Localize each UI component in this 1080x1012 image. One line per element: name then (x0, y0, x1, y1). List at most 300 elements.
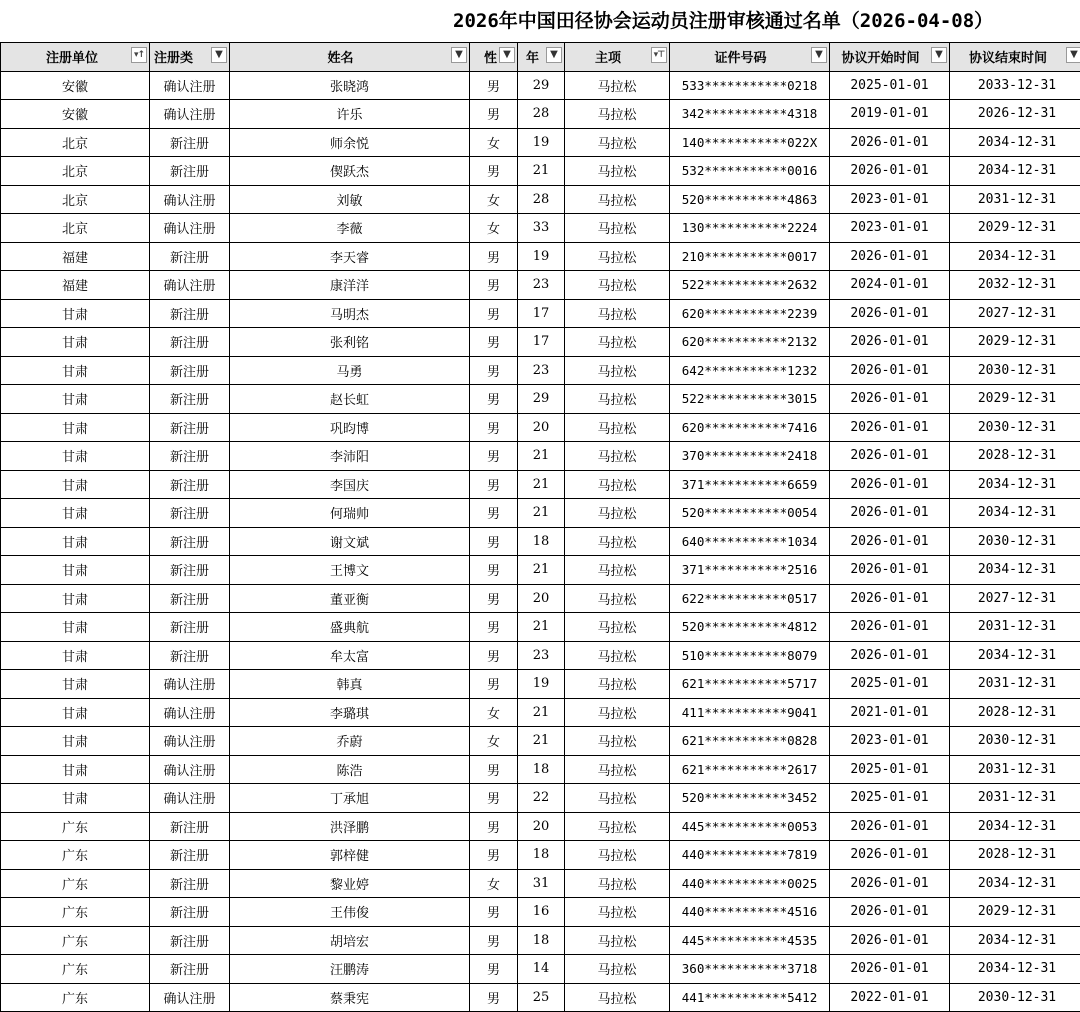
cell-reg-type[interactable]: 新注册 (150, 841, 230, 870)
cell-gender[interactable]: 女 (470, 128, 518, 157)
cell-reg-type[interactable]: 新注册 (150, 299, 230, 328)
cell-unit[interactable]: 广东 (1, 955, 150, 984)
cell-end-date[interactable]: 2034-12-31 (950, 926, 1080, 955)
cell-unit[interactable]: 广东 (1, 983, 150, 1012)
cell-start-date[interactable]: 2024-01-01 (830, 271, 950, 300)
cell-age[interactable]: 28 (518, 100, 565, 129)
cell-reg-type[interactable]: 新注册 (150, 442, 230, 471)
cell-start-date[interactable]: 2026-01-01 (830, 328, 950, 357)
cell-gender[interactable]: 男 (470, 100, 518, 129)
cell-reg-type[interactable]: 确认注册 (150, 727, 230, 756)
cell-reg-type[interactable]: 新注册 (150, 328, 230, 357)
cell-reg-type[interactable]: 新注册 (150, 556, 230, 585)
cell-end-date[interactable]: 2028-12-31 (950, 442, 1080, 471)
table-row[interactable] (1, 413, 1080, 442)
filter-dropdown-icon[interactable]: ▾↑ (131, 47, 147, 63)
cell-event[interactable]: 马拉松 (565, 214, 670, 243)
cell-gender[interactable]: 男 (470, 898, 518, 927)
cell-reg-type[interactable]: 新注册 (150, 613, 230, 642)
table-row[interactable] (1, 128, 1080, 157)
cell-unit[interactable]: 甘肃 (1, 641, 150, 670)
cell-start-date[interactable]: 2026-01-01 (830, 898, 950, 927)
cell-unit[interactable]: 广东 (1, 898, 150, 927)
cell-reg-type[interactable]: 确认注册 (150, 784, 230, 813)
cell-gender[interactable]: 男 (470, 442, 518, 471)
cell-reg-type[interactable]: 新注册 (150, 128, 230, 157)
cell-id-number[interactable]: 520***********4863 (670, 185, 830, 214)
cell-start-date[interactable]: 2023-01-01 (830, 185, 950, 214)
cell-event[interactable]: 马拉松 (565, 812, 670, 841)
cell-end-date[interactable]: 2034-12-31 (950, 128, 1080, 157)
table-row[interactable] (1, 157, 1080, 186)
cell-unit[interactable]: 甘肃 (1, 328, 150, 357)
cell-age[interactable]: 21 (518, 442, 565, 471)
cell-name[interactable]: 汪鹏涛 (230, 955, 470, 984)
cell-event[interactable]: 马拉松 (565, 641, 670, 670)
cell-gender[interactable]: 男 (470, 926, 518, 955)
cell-age[interactable]: 20 (518, 413, 565, 442)
cell-id-number[interactable]: 642***********1232 (670, 356, 830, 385)
cell-unit[interactable]: 北京 (1, 157, 150, 186)
cell-unit[interactable]: 甘肃 (1, 442, 150, 471)
cell-end-date[interactable]: 2026-12-31 (950, 100, 1080, 129)
table-row[interactable] (1, 556, 1080, 585)
cell-id-number[interactable]: 441***********5412 (670, 983, 830, 1012)
cell-end-date[interactable]: 2034-12-31 (950, 641, 1080, 670)
cell-age[interactable]: 21 (518, 698, 565, 727)
cell-end-date[interactable]: 2034-12-31 (950, 499, 1080, 528)
cell-end-date[interactable]: 2031-12-31 (950, 755, 1080, 784)
column-header-2[interactable] (230, 43, 470, 72)
cell-name[interactable]: 师余悦 (230, 128, 470, 157)
cell-event[interactable]: 马拉松 (565, 100, 670, 129)
cell-unit[interactable]: 甘肃 (1, 499, 150, 528)
cell-event[interactable]: 马拉松 (565, 584, 670, 613)
cell-event[interactable]: 马拉松 (565, 527, 670, 556)
cell-id-number[interactable]: 360***********3718 (670, 955, 830, 984)
cell-event[interactable]: 马拉松 (565, 271, 670, 300)
cell-gender[interactable]: 女 (470, 727, 518, 756)
cell-end-date[interactable]: 2029-12-31 (950, 328, 1080, 357)
cell-event[interactable]: 马拉松 (565, 299, 670, 328)
table-row[interactable] (1, 271, 1080, 300)
cell-gender[interactable]: 男 (470, 983, 518, 1012)
cell-end-date[interactable]: 2031-12-31 (950, 670, 1080, 699)
cell-id-number[interactable]: 622***********0517 (670, 584, 830, 613)
cell-age[interactable]: 21 (518, 727, 565, 756)
table-row[interactable] (1, 356, 1080, 385)
cell-start-date[interactable]: 2026-01-01 (830, 613, 950, 642)
cell-unit[interactable]: 甘肃 (1, 299, 150, 328)
cell-age[interactable]: 20 (518, 584, 565, 613)
cell-start-date[interactable]: 2026-01-01 (830, 584, 950, 613)
cell-event[interactable]: 马拉松 (565, 698, 670, 727)
cell-id-number[interactable]: 620***********7416 (670, 413, 830, 442)
cell-gender[interactable]: 男 (470, 328, 518, 357)
cell-unit[interactable]: 甘肃 (1, 470, 150, 499)
cell-start-date[interactable]: 2026-01-01 (830, 442, 950, 471)
cell-start-date[interactable]: 2021-01-01 (830, 698, 950, 727)
cell-event[interactable]: 马拉松 (565, 128, 670, 157)
cell-name[interactable]: 马勇 (230, 356, 470, 385)
cell-start-date[interactable]: 2026-01-01 (830, 299, 950, 328)
cell-unit[interactable]: 广东 (1, 841, 150, 870)
cell-start-date[interactable]: 2025-01-01 (830, 670, 950, 699)
cell-id-number[interactable]: 533***********0218 (670, 71, 830, 100)
cell-reg-type[interactable]: 确认注册 (150, 755, 230, 784)
cell-age[interactable]: 17 (518, 299, 565, 328)
column-header-3[interactable] (470, 43, 518, 72)
table-row[interactable] (1, 641, 1080, 670)
cell-end-date[interactable]: 2030-12-31 (950, 983, 1080, 1012)
cell-event[interactable]: 马拉松 (565, 328, 670, 357)
cell-event[interactable]: 马拉松 (565, 157, 670, 186)
cell-unit[interactable]: 北京 (1, 128, 150, 157)
column-header-4[interactable] (518, 43, 565, 72)
cell-start-date[interactable]: 2026-01-01 (830, 470, 950, 499)
cell-id-number[interactable]: 210***********0017 (670, 242, 830, 271)
filter-dropdown-icon[interactable]: ▼ (211, 47, 227, 63)
cell-event[interactable]: 马拉松 (565, 869, 670, 898)
cell-unit[interactable]: 甘肃 (1, 356, 150, 385)
cell-end-date[interactable]: 2031-12-31 (950, 784, 1080, 813)
cell-event[interactable]: 马拉松 (565, 470, 670, 499)
cell-start-date[interactable]: 2026-01-01 (830, 812, 950, 841)
cell-id-number[interactable]: 370***********2418 (670, 442, 830, 471)
cell-unit[interactable]: 北京 (1, 214, 150, 243)
cell-unit[interactable]: 甘肃 (1, 727, 150, 756)
cell-age[interactable]: 18 (518, 527, 565, 556)
cell-end-date[interactable]: 2027-12-31 (950, 299, 1080, 328)
cell-name[interactable]: 黎业婷 (230, 869, 470, 898)
cell-age[interactable]: 19 (518, 670, 565, 699)
cell-gender[interactable]: 女 (470, 698, 518, 727)
table-row[interactable] (1, 299, 1080, 328)
cell-gender[interactable]: 男 (470, 641, 518, 670)
cell-age[interactable]: 19 (518, 128, 565, 157)
cell-end-date[interactable]: 2034-12-31 (950, 955, 1080, 984)
cell-unit[interactable]: 甘肃 (1, 413, 150, 442)
cell-name[interactable]: 王伟俊 (230, 898, 470, 927)
cell-gender[interactable]: 男 (470, 613, 518, 642)
table-row[interactable] (1, 955, 1080, 984)
cell-name[interactable]: 乔蔚 (230, 727, 470, 756)
cell-reg-type[interactable]: 确认注册 (150, 271, 230, 300)
cell-end-date[interactable]: 2030-12-31 (950, 527, 1080, 556)
column-header-1[interactable] (150, 43, 230, 72)
cell-id-number[interactable]: 371***********6659 (670, 470, 830, 499)
cell-gender[interactable]: 男 (470, 356, 518, 385)
cell-name[interactable]: 何瑞帅 (230, 499, 470, 528)
cell-gender[interactable]: 女 (470, 869, 518, 898)
cell-event[interactable]: 马拉松 (565, 784, 670, 813)
cell-id-number[interactable]: 510***********8079 (670, 641, 830, 670)
cell-event[interactable]: 马拉松 (565, 242, 670, 271)
cell-gender[interactable]: 男 (470, 71, 518, 100)
cell-reg-type[interactable]: 新注册 (150, 955, 230, 984)
cell-reg-type[interactable]: 新注册 (150, 413, 230, 442)
cell-start-date[interactable]: 2025-01-01 (830, 755, 950, 784)
cell-id-number[interactable]: 532***********0016 (670, 157, 830, 186)
cell-age[interactable]: 28 (518, 185, 565, 214)
cell-age[interactable]: 33 (518, 214, 565, 243)
cell-unit[interactable]: 甘肃 (1, 784, 150, 813)
cell-unit[interactable]: 广东 (1, 926, 150, 955)
cell-gender[interactable]: 男 (470, 812, 518, 841)
cell-end-date[interactable]: 2029-12-31 (950, 898, 1080, 927)
cell-end-date[interactable]: 2031-12-31 (950, 185, 1080, 214)
cell-name[interactable]: 许乐 (230, 100, 470, 129)
table-row[interactable] (1, 812, 1080, 841)
cell-start-date[interactable]: 2026-01-01 (830, 413, 950, 442)
cell-unit[interactable]: 甘肃 (1, 556, 150, 585)
cell-id-number[interactable]: 371***********2516 (670, 556, 830, 585)
cell-reg-type[interactable]: 新注册 (150, 898, 230, 927)
table-row[interactable] (1, 584, 1080, 613)
table-row[interactable] (1, 442, 1080, 471)
cell-reg-type[interactable]: 确认注册 (150, 71, 230, 100)
cell-unit[interactable]: 福建 (1, 242, 150, 271)
cell-end-date[interactable]: 2034-12-31 (950, 242, 1080, 271)
cell-unit[interactable]: 北京 (1, 185, 150, 214)
cell-gender[interactable]: 男 (470, 470, 518, 499)
cell-name[interactable]: 张利铭 (230, 328, 470, 357)
table-row[interactable] (1, 470, 1080, 499)
cell-id-number[interactable]: 520***********3452 (670, 784, 830, 813)
cell-event[interactable]: 马拉松 (565, 955, 670, 984)
column-header-5[interactable] (565, 43, 670, 72)
filter-dropdown-icon[interactable]: ▾⊤ (651, 47, 667, 63)
cell-reg-type[interactable]: 新注册 (150, 385, 230, 414)
cell-age[interactable]: 21 (518, 613, 565, 642)
cell-event[interactable]: 马拉松 (565, 413, 670, 442)
cell-end-date[interactable]: 2030-12-31 (950, 356, 1080, 385)
cell-start-date[interactable]: 2025-01-01 (830, 784, 950, 813)
cell-end-date[interactable]: 2034-12-31 (950, 157, 1080, 186)
cell-gender[interactable]: 男 (470, 413, 518, 442)
column-header-8[interactable] (950, 43, 1080, 72)
cell-event[interactable]: 马拉松 (565, 670, 670, 699)
cell-id-number[interactable]: 140***********022X (670, 128, 830, 157)
cell-name[interactable]: 胡培宏 (230, 926, 470, 955)
cell-start-date[interactable]: 2026-01-01 (830, 641, 950, 670)
cell-start-date[interactable]: 2026-01-01 (830, 869, 950, 898)
cell-end-date[interactable]: 2028-12-31 (950, 698, 1080, 727)
cell-end-date[interactable]: 2029-12-31 (950, 385, 1080, 414)
cell-gender[interactable]: 男 (470, 271, 518, 300)
cell-id-number[interactable]: 522***********3015 (670, 385, 830, 414)
cell-start-date[interactable]: 2026-01-01 (830, 157, 950, 186)
cell-end-date[interactable]: 2034-12-31 (950, 812, 1080, 841)
cell-start-date[interactable]: 2026-01-01 (830, 242, 950, 271)
cell-age[interactable]: 18 (518, 755, 565, 784)
cell-unit[interactable]: 安徽 (1, 100, 150, 129)
cell-gender[interactable]: 男 (470, 755, 518, 784)
table-row[interactable] (1, 100, 1080, 129)
cell-start-date[interactable]: 2023-01-01 (830, 214, 950, 243)
cell-gender[interactable]: 男 (470, 670, 518, 699)
cell-reg-type[interactable]: 新注册 (150, 926, 230, 955)
table-row[interactable] (1, 670, 1080, 699)
table-row[interactable] (1, 242, 1080, 271)
filter-dropdown-icon[interactable]: ▼ (546, 47, 562, 63)
cell-name[interactable]: 巩昀博 (230, 413, 470, 442)
cell-age[interactable]: 18 (518, 926, 565, 955)
cell-gender[interactable]: 女 (470, 214, 518, 243)
filter-dropdown-icon[interactable]: ▼ (499, 47, 515, 63)
cell-name[interactable]: 董亚衡 (230, 584, 470, 613)
table-row[interactable] (1, 898, 1080, 927)
cell-gender[interactable]: 男 (470, 584, 518, 613)
cell-event[interactable]: 马拉松 (565, 185, 670, 214)
cell-event[interactable]: 马拉松 (565, 926, 670, 955)
cell-unit[interactable]: 甘肃 (1, 385, 150, 414)
cell-reg-type[interactable]: 新注册 (150, 584, 230, 613)
cell-id-number[interactable]: 520***********0054 (670, 499, 830, 528)
cell-end-date[interactable]: 2034-12-31 (950, 470, 1080, 499)
cell-event[interactable]: 马拉松 (565, 613, 670, 642)
cell-event[interactable]: 马拉松 (565, 556, 670, 585)
cell-event[interactable]: 马拉松 (565, 841, 670, 870)
cell-id-number[interactable]: 621***********0828 (670, 727, 830, 756)
cell-event[interactable]: 马拉松 (565, 727, 670, 756)
cell-gender[interactable]: 男 (470, 385, 518, 414)
cell-end-date[interactable]: 2034-12-31 (950, 556, 1080, 585)
cell-start-date[interactable]: 2026-01-01 (830, 926, 950, 955)
cell-gender[interactable]: 男 (470, 157, 518, 186)
cell-age[interactable]: 25 (518, 983, 565, 1012)
cell-id-number[interactable]: 342***********4318 (670, 100, 830, 129)
cell-name[interactable]: 王博文 (230, 556, 470, 585)
cell-name[interactable]: 李沛阳 (230, 442, 470, 471)
cell-name[interactable]: 蔡秉宪 (230, 983, 470, 1012)
cell-age[interactable]: 20 (518, 812, 565, 841)
cell-event[interactable]: 马拉松 (565, 442, 670, 471)
cell-name[interactable]: 陈浩 (230, 755, 470, 784)
cell-unit[interactable]: 福建 (1, 271, 150, 300)
cell-reg-type[interactable]: 新注册 (150, 812, 230, 841)
cell-id-number[interactable]: 411***********9041 (670, 698, 830, 727)
table-row[interactable] (1, 214, 1080, 243)
table-row[interactable] (1, 727, 1080, 756)
cell-start-date[interactable]: 2026-01-01 (830, 556, 950, 585)
cell-name[interactable]: 刘敏 (230, 185, 470, 214)
cell-id-number[interactable]: 440***********4516 (670, 898, 830, 927)
cell-age[interactable]: 17 (518, 328, 565, 357)
cell-name[interactable]: 李国庆 (230, 470, 470, 499)
cell-gender[interactable]: 男 (470, 499, 518, 528)
cell-age[interactable]: 29 (518, 71, 565, 100)
cell-id-number[interactable]: 620***********2132 (670, 328, 830, 357)
cell-name[interactable]: 韩真 (230, 670, 470, 699)
column-header-6[interactable] (670, 43, 830, 72)
cell-unit[interactable]: 甘肃 (1, 698, 150, 727)
cell-id-number[interactable]: 621***********5717 (670, 670, 830, 699)
table-row[interactable] (1, 613, 1080, 642)
cell-gender[interactable]: 男 (470, 299, 518, 328)
cell-id-number[interactable]: 620***********2239 (670, 299, 830, 328)
cell-gender[interactable]: 男 (470, 955, 518, 984)
cell-reg-type[interactable]: 新注册 (150, 499, 230, 528)
cell-name[interactable]: 洪泽鹏 (230, 812, 470, 841)
cell-end-date[interactable]: 2030-12-31 (950, 727, 1080, 756)
cell-start-date[interactable]: 2023-01-01 (830, 727, 950, 756)
cell-reg-type[interactable]: 新注册 (150, 157, 230, 186)
table-row[interactable] (1, 527, 1080, 556)
table-row[interactable] (1, 328, 1080, 357)
cell-end-date[interactable]: 2034-12-31 (950, 869, 1080, 898)
table-row[interactable] (1, 71, 1080, 100)
cell-end-date[interactable]: 2032-12-31 (950, 271, 1080, 300)
cell-gender[interactable]: 男 (470, 784, 518, 813)
column-header-7[interactable] (830, 43, 950, 72)
cell-event[interactable]: 马拉松 (565, 499, 670, 528)
cell-id-number[interactable]: 445***********0053 (670, 812, 830, 841)
cell-unit[interactable]: 甘肃 (1, 584, 150, 613)
cell-event[interactable]: 马拉松 (565, 356, 670, 385)
cell-name[interactable]: 李璐琪 (230, 698, 470, 727)
cell-age[interactable]: 21 (518, 470, 565, 499)
cell-age[interactable]: 29 (518, 385, 565, 414)
cell-end-date[interactable]: 2027-12-31 (950, 584, 1080, 613)
cell-age[interactable]: 23 (518, 641, 565, 670)
table-row[interactable] (1, 385, 1080, 414)
cell-end-date[interactable]: 2028-12-31 (950, 841, 1080, 870)
cell-start-date[interactable]: 2026-01-01 (830, 356, 950, 385)
cell-name[interactable]: 牟太富 (230, 641, 470, 670)
cell-age[interactable]: 21 (518, 556, 565, 585)
cell-age[interactable]: 14 (518, 955, 565, 984)
cell-id-number[interactable]: 621***********2617 (670, 755, 830, 784)
filter-dropdown-icon[interactable]: ▼ (451, 47, 467, 63)
cell-reg-type[interactable]: 确认注册 (150, 185, 230, 214)
table-row[interactable] (1, 784, 1080, 813)
cell-name[interactable]: 盛典航 (230, 613, 470, 642)
cell-age[interactable]: 21 (518, 157, 565, 186)
cell-age[interactable]: 23 (518, 356, 565, 385)
cell-gender[interactable]: 男 (470, 242, 518, 271)
cell-unit[interactable]: 甘肃 (1, 613, 150, 642)
table-row[interactable] (1, 185, 1080, 214)
cell-name[interactable]: 赵长虹 (230, 385, 470, 414)
cell-start-date[interactable]: 2026-01-01 (830, 128, 950, 157)
cell-reg-type[interactable]: 确认注册 (150, 670, 230, 699)
cell-gender[interactable]: 男 (470, 556, 518, 585)
cell-unit[interactable]: 甘肃 (1, 670, 150, 699)
cell-gender[interactable]: 男 (470, 527, 518, 556)
cell-name[interactable]: 谢文斌 (230, 527, 470, 556)
cell-name[interactable]: 马明杰 (230, 299, 470, 328)
cell-name[interactable]: 康洋洋 (230, 271, 470, 300)
cell-event[interactable]: 马拉松 (565, 755, 670, 784)
cell-age[interactable]: 21 (518, 499, 565, 528)
table-row[interactable] (1, 869, 1080, 898)
cell-age[interactable]: 22 (518, 784, 565, 813)
cell-unit[interactable]: 甘肃 (1, 755, 150, 784)
cell-event[interactable]: 马拉松 (565, 385, 670, 414)
cell-start-date[interactable]: 2019-01-01 (830, 100, 950, 129)
cell-unit[interactable]: 甘肃 (1, 527, 150, 556)
cell-id-number[interactable]: 522***********2632 (670, 271, 830, 300)
cell-start-date[interactable]: 2026-01-01 (830, 527, 950, 556)
cell-name[interactable]: 郭梓健 (230, 841, 470, 870)
cell-event[interactable]: 马拉松 (565, 983, 670, 1012)
cell-age[interactable]: 23 (518, 271, 565, 300)
cell-reg-type[interactable]: 确认注册 (150, 214, 230, 243)
cell-reg-type[interactable]: 新注册 (150, 527, 230, 556)
cell-unit[interactable]: 广东 (1, 812, 150, 841)
cell-start-date[interactable]: 2026-01-01 (830, 955, 950, 984)
